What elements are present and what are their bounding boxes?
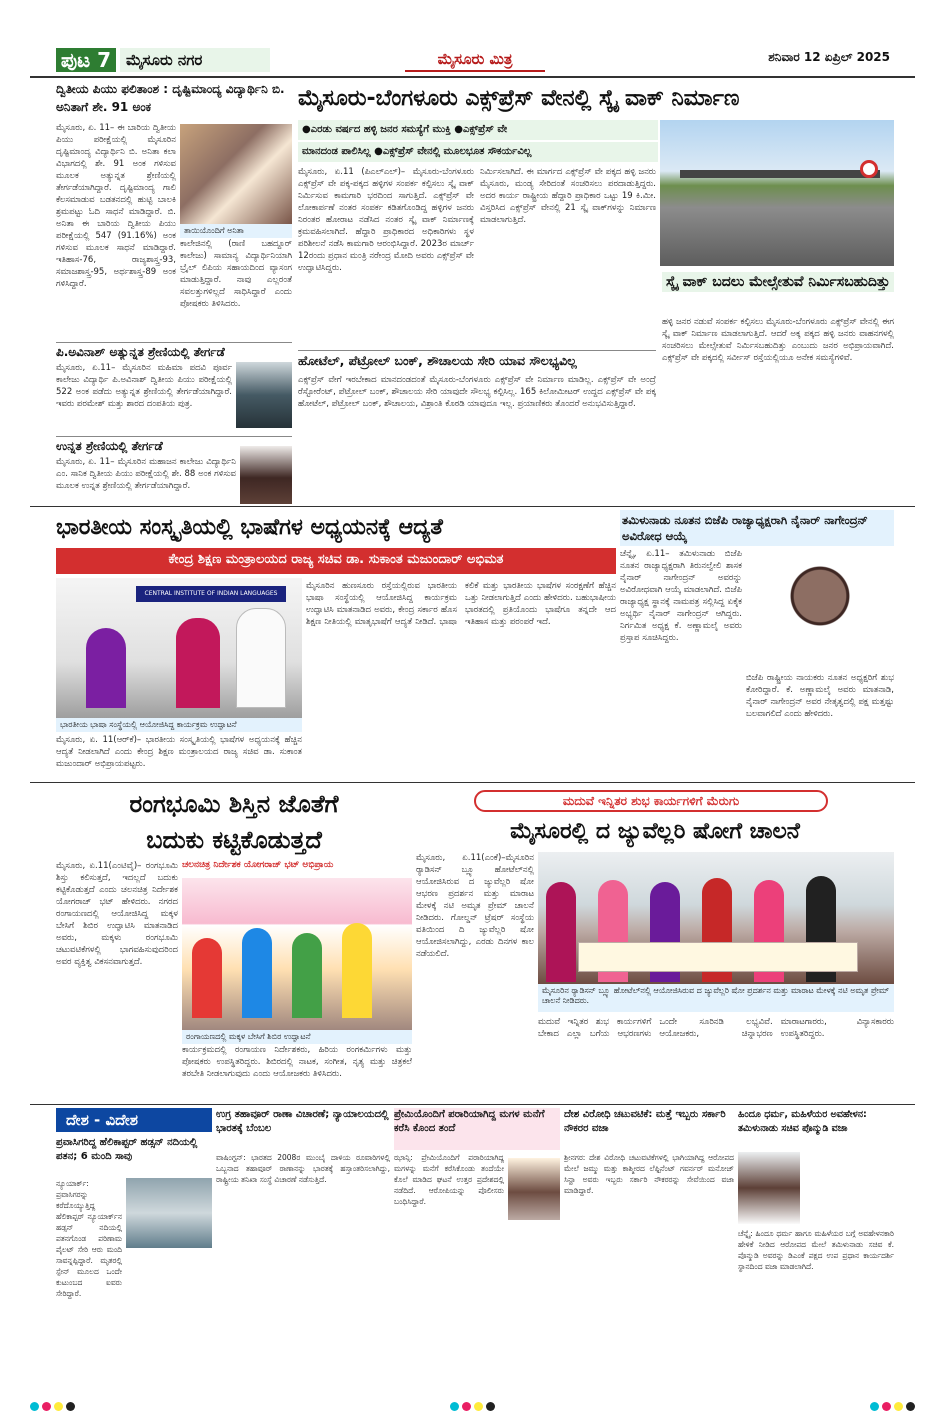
yellow-dot [474,1402,483,1411]
language-headline: ಭಾರತೀಯ ಸಂಸ್ಕೃತಿಯಲ್ಲಿ ಭಾಷೆಗಳ ಅಧ್ಯಯನಕ್ಕೆ ಆದ್ಯತೆ [56,515,443,540]
flyover-body: ಹಳ್ಳಿ ಜನರ ನಡುವೆ ಸಂಪರ್ಕ ಕಲ್ಪಿಸಲು ಮೈಸೂರು-ಬೆಂಗಳೂರು ಎಕ್ಸ್‌ಪ್ರೆಸ್ ವೇನಲ್ಲಿ ಈಗ ಸ್ಕೈ ವಾಕ್ ನಿರ್ಮಾಣ ಮಾಡಲಾಗುತ್ತಿದೆ. ಆದರೆ ಅಕ್ಕ ಪಕ್ಕದ ಹಳ್ಳಿ ಜನರು ವಾಹನಗಳಲ್ಲಿ ಸಂಚರಿಸಲು ಮೇಲ್ಸೇತುವೆ ನಿರ್ಮಿಸಬಹುದಿತ್ತು ಎಂಬುದು ಜನರ ಅಭಿಪ್ರಾಯವಾಗಿದೆ. ಎಕ್ಸ್‌ಪ್ರೆಸ್ ವೇ ಪಕ್ಕದಲ್ಲಿ ಸರ್ವೀಸ್ ರಸ್ತೆಯಲ್ಲಿಯೂ ಅನೇಕ ಸಮಸ್ಯೆಗಳಿವೆ. [662,317,894,363]
masthead-logo: ಮೈಸೂರು ಮಿತ್ರ [405,46,545,72]
language-photo-caption: ಭಾರತೀಯ ಭಾಷಾ ಸಂಸ್ಥೆಯಲ್ಲಿ ಆಯೋಜಿಸಿದ್ದ ಕಾರ್ಯಕ್ರಮ ಉದ್ಘಾಟನೆ [56,718,302,732]
institute-banner: CENTRAL INSTITUTE OF INDIAN LANGUAGES [136,586,286,602]
desha-videsha-label: ದೇಶ - ವಿದೇಶ [56,1108,212,1132]
unnata-body: ಮೈಸೂರು, ಏ. 11– ಮೈಸೂರಿನ ಮಹಾಜನ ಕಾಲೇಜು ವಿದ್ಯಾರ್ಥಿನಿ ಎಂ. ಸಾನಿಕ ದ್ವಿತೀಯ ಪಿಯು ಪರೀಕ್ಷೆಯಲ್ಲಿ ಶೇ. 88 ಅಂಕ ಗಳಿಸುವ ಮೂಲಕ ಉನ್ನತ ಶ್ರೇಣಿಯಲ್ಲಿ ತೇರ್ಗಡೆಯಾಗಿದ್ದಾರೆ. [56,457,236,491]
theatre-kicker: ಚಲನಚಿತ್ರ ನಿರ್ದೇಶಕ ಯೋಗರಾಜ್ ಭಟ್ ಅಭಿಪ್ರಾಯ [182,860,334,870]
jk-body: ಶ್ರೀನಗರ: ದೇಶ ವಿರೋಧಿ ಚಟುವಟಿಕೆಗಳಲ್ಲಿ ಭಾಗಿಯಾಗಿದ್ದ ಆರೋಪದ ಮೇಲೆ ಜಮ್ಮು ಮತ್ತು ಕಾಶ್ಮೀರದ ಲೆಫ್ಟಿನೆಂಟ್ ಗವರ್ನರ್ ಮನೋಜ್ ಸಿನ್ಹಾ ಅವರು ಇಬ್ಬರು ಸರ್ಕಾರಿ ನೌಕರರನ್ನು ಸೇವೆಯಿಂದ ವಜಾ ಮಾಡಿದ್ದಾರೆ. [564,1153,734,1195]
language-body: ಮೈಸೂರು, ಏ. 11(ಆರ್‌ಕೆ)– ಭಾರತೀಯ ಸಂಸ್ಕೃತಿಯಲ್ಲಿ ಭಾಷೆಗಳ ಅಧ್ಯಯನಕ್ಕೆ ಹೆಚ್ಚಿನ ಆದ್ಯತೆ ನೀಡಲಾಗಿದೆ ಎಂದು ಕೇಂದ್ರ ಶಿಕ್ಷಣ ಮಂತ್ರಾಲಯದ ರಾಜ್ಯ ಸಚಿವ ಡಾ. ಸುಕಾಂತ ಮಜುಂದಾರ್ ಅಭಿಪ್ರಾಯಪಟ್ಟರು. [56,735,302,769]
skywalk-headline-text: ಮೈಸೂರು-ಬೆಂಗಳೂರು ಎಕ್ಸ್‌ಪ್ರೆಸ್ ವೇನಲ್ಲಿ ಸ್ಕೈ ವಾಕ್ ನಿರ್ಮಾಣ [298,86,740,111]
jewellery-body: ಮೈಸೂರು, ಏ.11(ಎಂಕೆ)–ಮೈಸೂರಿನ ರ‍್ಯಾಡಿಸನ್ ಬ್ಲ್ಯೂ ಹೋಟೆಲ್‌ನಲ್ಲಿ ಆಯೋಜಿಸಿರುವ ದ ಜ್ಯುವೆಲ್ಲರಿ ಷೋ ಆಭರಣ ಪ್ರದರ್ಶನ ಮತ್ತು ಮಾರಾಟ ಮೇಳಕ್ಕೆ ನಟಿ ಅಮೃತ ಪ್ರೇಮ್ ಚಾಲನೆ ನೀಡಿದರು. ಗೋಲ್ಡನ್ ಟ್ರೆಷರ್ ಸಂಸ್ಥೆಯ ವತಿಯಿಂದ ದಿ ಜ್ಯುವೆಲ್ಲರಿ ಷೋ ಆಯೋಜಿಸಲಾಗಿದ್ದು, ಎರಡು ದಿನಗಳ ಕಾಲ ನಡೆಯಲಿದೆ. [416,853,534,959]
victim-photo [508,1158,560,1220]
registration-dots-center [450,1402,495,1416]
guest-1 [546,882,576,982]
helicopter-headline: ಪ್ರವಾಸಿಗರಿದ್ದ ಹೆಲಿಕಾಪ್ಟರ್ ಹಡ್ಸನ್ ನದಿಯಲ್ಲಿ ಪತನ; 6 ಮಂದಿ ಸಾವು [56,1137,198,1162]
facilities-headline: ಹೋಟೆಲ್, ಪೆಟ್ರೋಲ್ ಬಂಕ್, ಶೌಚಾಲಯ ಸೇರಿ ಯಾವ ಸೌಲಭ್ಯವಿಲ್ಲ [298,350,656,371]
theatre-photo [182,878,412,1030]
cyan-dot [870,1402,879,1411]
anitha-photo [180,124,292,224]
section-rule-3 [30,1104,915,1105]
page-number: ಪುಟ 7 [56,48,116,72]
person-1 [86,628,126,708]
pu-result-body: ಮೈಸೂರು, ಏ. 11– ಈ ಬಾರಿಯ ದ್ವಿತೀಯ ಪಿಯು ಪರೀಕ್ಷೆಯಲ್ಲಿ ಮೈಸೂರಿನ ದೃಷ್ಟಿಮಾಂದ್ಯ ವಿದ್ಯಾರ್ಥಿನಿ ಬಿ. ಅನಿತಾ ಕಲಾ ವಿಭಾಗದಲ್ಲಿ ಶೇ. 91 ಅಂಕ ಗಳಿಸುವ ಮೂಲಕ ಅತ್ಯುನ್ನತ ಶ್ರೇಣಿಯಲ್ಲಿ ತೇರ್ಗಡೆಯಾಗಿದ್ದಾರೆ. ದೃಷ್ಟಿಮಾಂದ್ಯ ಗಾಲಿ ಕೆಲಸಮಾಡುವ ಬಡತನದಲ್ಲಿ ಹುಟ್ಟಿ ಬಾಲಕಿ ಶ್ರಮಪಟ್ಟು ಓದಿ ಸಾಧನೆ ಮಾಡಿದ್ದಾರೆ. ಬಿ. ಅನಿತಾ ಈ ಬಾರಿಯ ದ್ವಿತೀಯ ಪಿಯು ಪರೀಕ್ಷೆಯಲ್ಲಿ 547 (91.16%) ಅಂಕ ಗಳಿಸುವ ಮೂಲಕ ಸಾಧನೆ ಮಾಡಿದ್ದಾರೆ. ಇತಿಹಾಸ-76, ರಾಜ್ಯಶಾಸ್ತ್ರ-93, ಸಮಾಜಶಾಸ್ತ್ರ-95, ಅರ್ಥಶಾಸ್ತ್ರ-89 ಅಂಕ ಗಳಿಸಿದ್ದಾರೆ. [56,123,176,289]
skywalk-kicker-2: ಮಾನದಂಡ ಪಾಲಿಸಿಲ್ಲ ●ಎಕ್ಸ್‌ಪ್ರೆಸ್ ವೇನಲ್ಲಿ ಮೂಲಭೂತ ಸೌಕರ್ಯವಿಲ್ಲ [298,142,658,162]
skywalk-kicker-1: ●ಎರಡು ವರ್ಷದ ಹಳ್ಳಿ ಜನರ ಸಮಸ್ಯೆಗೆ ಮುಕ್ತಿ ●ಎಕ್ಸ್‌ಪ್ರೆಸ್ ವೇ [298,120,658,140]
magenta-dot [462,1402,471,1411]
expressway-photo [660,120,894,266]
yellow-dot [894,1402,903,1411]
registration-dots-right [870,1402,915,1416]
rana-headline: ಉಗ್ರ ತಹಾವೂರ್ ರಾಣಾ ವಿಚಾರಣೆ; ನ್ಯಾಯಾಲಯದಲ್ಲಿ ಭಾರತಕ್ಕೆ ಬೆಂಬಲ [216,1109,389,1134]
skywalk-headline [298,80,894,118]
rana-body: ವಾಷಿಂಗ್ಟನ್: ಭಾರತದ 2008ರ ಮುಂಬೈ ದಾಳಿಯ ರೂವಾರಿಗಳಲ್ಲಿ ಒಬ್ಬನಾದ ತಹಾವೂರ್ ರಾಣಾನನ್ನು ಭಾರತಕ್ಕೆ ಹಸ್ತಾಂತರಿಸಲಾಗಿದ್ದು, ರಾಷ್ಟ್ರೀಯ ತನಿಖಾ ಸಂಸ್ಥೆ ವಿಚಾರಣೆ ನಡೆಸುತ್ತಿದೆ. [216,1153,390,1184]
yellow-dot [54,1402,63,1411]
section-rule-1 [30,506,915,507]
child-4 [342,923,372,1018]
ponmudi-photo [738,1152,800,1224]
skywalk-body-b: ನಿರ್ಮಿಸಲಾಗಿದೆ. ಈ ಮಾರ್ಗದ ಎಕ್ಸ್‌ಪ್ರೆಸ್ ವೇ ಪಕ್ಕದ ಹಳ್ಳಿ ಜನರು ಮೈಸೂರು, ಮಂಡ್ಯ ಸೇರಿದಂತೆ ಸಂಚರಿಸಲು ಪರದಾಡುತ್ತಿದ್ದರು. ಅದರ ಕಾರ್ಯ ರಾಷ್ಟ್ರೀಯ ಹೆದ್ದಾರಿ ಪ್ರಾಧಿಕಾರ ಒಟ್ಟು 19 ಕಿ.ಮೀ. ವಿಸ್ತರಿಸಿದ ಎಕ್ಸ್‌ಪ್ರೆಸ್ ವೇನಲ್ಲಿ 21 ಸ್ಕೈ ವಾಕ್‌ಗಳನ್ನು ನಿರ್ಮಾಣ ಮಾಡಲಾಗುತ್ತಿದೆ. [480,167,656,225]
dateline: ಶನಿವಾರ 12 ಏಪ್ರಿಲ್ 2025 [768,50,890,64]
child-3 [292,933,322,1018]
header-rule [30,76,915,78]
unnata-headline: ಉನ್ನತ ಶ್ರೇಣಿಯಲ್ಲಿ ತೇರ್ಗಡೆ [56,436,292,454]
nainar-photo [746,548,894,668]
theatre-body-2: ಕಾರ್ಯಕ್ರಮದಲ್ಲಿ ರಂಗಾಯಣ ನಿರ್ದೇಶಕರು, ಹಿರಿಯ ರಂಗಕರ್ಮಿಗಳು ಮತ್ತು ಪೋಷಕರು ಉಪಸ್ಥಿತರಿದ್ದರು. ಶಿಬಿರದಲ್ಲಿ ನಾಟಕ, ಸಂಗೀತ, ನೃತ್ಯ ಮತ್ತು ಚಿತ್ರಕಲೆ ತರಬೇತಿ ನೀಡಲಾಗುವುದು ಎಂದು ಆಯೋಜಕರು ತಿಳಿಸಿದರು. [182,1045,412,1079]
speed-sign [860,160,878,178]
theatre-headline-line1: ರಂಗಭೂಮಿ ಶಿಸ್ತಿನ ಜೊತೆಗೆ [129,790,339,818]
helicopter-photo [126,1178,212,1248]
facilities-body: ಎಕ್ಸ್‌ಪ್ರೆಸ್ ವೇಗೆ ಇರಬೇಕಾದ ಮಾನದಂಡದಂತೆ ಮೈಸೂರು-ಬೆಂಗಳೂರು ಎಕ್ಸ್‌ಪ್ರೆಸ್ ವೇ ನಿರ್ಮಾಣ ಮಾಡಿಲ್ಲ. ಎಕ್ಸ್‌ಪ್ರೆಸ್ ವೇ ಅಂದ್ರೆ ರೆಸ್ಟೋರೆಂಟ್, ಪೆಟ್ರೋಲ್ ಬಂಕ್, ಶೌಚಾಲಯ ಸೇರಿ ಯಾವುದೇ ಸೌಲಭ್ಯ ಕಲ್ಪಿಸಿಲ್ಲ. 165 ಕಿಲೋಮೀಟರ್ ಉದ್ದದ ಎಕ್ಸ್‌ಪ್ರೆಸ್ ವೇ ಪಕ್ಕ ಹೋಟೆಲ್, ಪೆಟ್ರೋಲ್ ಬಂಕ್, ಶೌಚಾಲಯ, ವಿಶ್ರಾಂತಿ ಕೊಠಡಿ ಯಾವುದೂ ಇಲ್ಲ. ಪ್ರಯಾಣಿಕರು ತೊಂದರೆ ಅನುಭವಿಸುತ್ತಿದ್ದಾರೆ. [298,375,656,409]
magenta-dot [42,1402,51,1411]
jk-headline: ದೇಶ ವಿರೋಧಿ ಚಟುವಟಿಕೆ: ಮತ್ತೆ ಇಬ್ಬರು ಸರ್ಕಾರಿ ನೌಕರರ ವಜಾ [564,1109,726,1134]
avinash-photo [236,362,292,428]
cyan-dot [450,1402,459,1411]
jewellery-photo-caption: ಮೈಸೂರಿನ ರ‍್ಯಾಡಿಸನ್ ಬ್ಲ್ಯೂ ಹೋಟೆಲ್‌ನಲ್ಲಿ ಆಯೋಜಿಸಿರುವ ದ ಜ್ಯುವೆಲ್ಲರಿ ಷೋ ಪ್ರದರ್ಶನ ಮತ್ತು ಮಾರಾಟ ಮೇಳಕ್ಕೆ ನಟಿ ಅಮೃತ ಪ್ರೇಮ್ ಚಾಲನೆ ನೀಡಿದರು. [538,984,894,1012]
black-dot [66,1402,75,1411]
skywalk-structure [680,170,880,178]
tn-body-2: ಬಿಜೆಪಿ ರಾಷ್ಟ್ರೀಯ ನಾಯಕರು ನೂತನ ಅಧ್ಯಕ್ಷರಿಗೆ ಶುಭ ಕೋರಿದ್ದಾರೆ. ಕೆ. ಅಣ್ಣಾಮಲೈ ಅವರು ಮಾತನಾಡಿ, ನೈನಾರ್ ನಾಗೇಂದ್ರನ್ ಅವರ ನೇತೃತ್ವದಲ್ಲಿ ಪಕ್ಷ ಮತ್ತಷ್ಟು ಬಲವಾಗಲಿದೆ ಎಂದು ಹೇಳಿದರು. [746,673,894,719]
jewellery-kicker: ಮದುವೆ ಇನ್ನಿತರ ಶುಭ ಕಾರ್ಯಗಳಿಗೆ ಮೆರುಗು [474,790,828,812]
jewellery-event-photo [538,852,894,984]
cyan-dot [30,1402,39,1411]
helicopter-body-left: ನ್ಯೂಯಾರ್ಕ್: ಪ್ರವಾಸಿಗರನ್ನು ಕರೆದೊಯ್ಯುತ್ತಿದ್ದ ಹೆಲಿಕಾಪ್ಟರ್ ನ್ಯೂಯಾರ್ಕ್‌ನ ಹಡ್ಸನ್ ನದಿಯಲ್ಲಿ ಪತನಗೊಂಡ ಪರಿಣಾಮ ಪೈಲಟ್ ಸೇರಿ ಆರು ಮಂದಿ ಸಾವನ್ನಪ್ಪಿದ್ದಾರೆ. ಮೃತರಲ್ಲಿ ಸ್ಪೇನ್ ಮೂಲದ ಒಂದೇ ಕುಟುಂಬದ ಐವರು ಸೇರಿದ್ದಾರೆ. [56,1179,122,1298]
pu-result-headline: ದ್ವಿತೀಯ ಪಿಯು ಫಲಿತಾಂಶ : ದೃಷ್ಟಿಮಾಂದ್ಯ ವಿದ್ಯಾರ್ಥಿನಿ ಬಿ. ಅನಿತಾಗೆ ಶೇ. 91 ಅಂಕ [56,82,285,114]
jhansi-body: ಝಾನ್ಸಿ: ಪ್ರೇಮಿಯೊಂದಿಗೆ ಪರಾರಿಯಾಗಿದ್ದ ಮಗಳನ್ನು ಮನೆಗೆ ಕರೆಸಿಕೊಂಡು ತಂದೆಯೇ ಕೊಲೆ ಮಾಡಿದ ಘಟನೆ ಉತ್ತರ ಪ್ರದೇಶದಲ್ಲಿ ನಡೆದಿದೆ. ಆರೋಪಿಯನ್ನು ಪೊಲೀಸರು ಬಂಧಿಸಿದ್ದಾರೆ. [394,1153,504,1206]
language-redbar: ಕೇಂದ್ರ ಶಿಕ್ಷಣ ಮಂತ್ರಾಲಯದ ರಾಜ್ಯ ಸಚಿವ ಡಾ. ಸುಕಾಂತ ಮಜುಂದಾರ್ ಅಭಿಮತ [56,548,616,574]
section-rule-2 [30,782,915,783]
registration-dots-left [30,1402,75,1416]
magenta-dot [882,1402,891,1411]
sanika-photo [240,446,292,504]
jewellery-headline: ಮೈಸೂರಲ್ಲಿ ದ ಜ್ಯುವೆಲ್ಲರಿ ಷೋಗೆ ಚಾಲನೆ [510,819,800,844]
anitha-photo-caption: ತಾಯಿಯೊಂದಿಗೆ ಅನಿತಾ [180,224,292,238]
theatre-body: ಮೈಸೂರು, ಏ.11(ಎಂಟಿವೈ)– ರಂಗಭೂಮಿ ಶಿಸ್ತು ಕಲಿಸುತ್ತದೆ, ಇದಲ್ಲದೆ ಬದುಕು ಕಟ್ಟಿಕೊಡುತ್ತದೆ ಎಂದು ಚಲನಚಿತ್ರ ನಿರ್ದೇಶಕ ಯೋಗರಾಜ್ ಭಟ್ ಹೇಳಿದರು. ನಗರದ ರಂಗಾಯಣದಲ್ಲಿ ಆಯೋಜಿಸಿದ್ದ ಮಕ್ಕಳ ಬೇಸಿಗೆ ಶಿಬಿರ ಉದ್ಘಾಟಿಸಿ ಮಾತನಾಡಿದ ಅವರು, ಮಕ್ಕಳು ರಂಗಭೂಮಿ ಚಟುವಟಿಕೆಗಳಲ್ಲಿ ಭಾಗವಹಿಸುವುದರಿಂದ ಅವರ ವ್ಯಕ್ತಿತ್ವ ವಿಕಸನವಾಗುತ್ತದೆ. [56,861,178,967]
language-body-2: ಮೈಸೂರಿನ ಹುಣಸೂರು ರಸ್ತೆಯಲ್ಲಿರುವ ಭಾರತೀಯ ಭಾಷಾ ಸಂಸ್ಥೆಯಲ್ಲಿ ಆಯೋಜಿಸಿದ್ದ ಕಾರ್ಯಕ್ರಮ ಉದ್ಘಾಟಿಸಿ ಮಾತನಾಡಿದ ಅವರು, ಕೇಂದ್ರ ಸರ್ಕಾರ ಹೊಸ ಶಿಕ್ಷಣ ನೀತಿಯಲ್ಲಿ ಮಾತೃಭಾಷೆಗೆ ಆದ್ಯತೆ ನೀಡಿದೆ. ಭಾಷಾ ಕಲಿಕೆ ಮತ್ತು ಭಾರತೀಯ ಭಾಷೆಗಳ ಸಂರಕ್ಷಣೆಗೆ ಹೆಚ್ಚಿನ ಒತ್ತು ನೀಡಲಾಗುತ್ತಿದೆ ಎಂದು ಹೇಳಿದರು. ಬಹುಭಾಷೀಯ ಭಾರತದಲ್ಲಿ ಪ್ರತಿಯೊಂದು ಭಾಷೆಗೂ ತನ್ನದೇ ಆದ ಇತಿಹಾಸ ಮತ್ತು ಪರಂಪರೆ ಇದೆ. [306,581,616,627]
child-2 [242,928,272,1018]
ponmudi-body: ಚೆನ್ನೈ: ಹಿಂದೂ ಧರ್ಮ ಹಾಗೂ ಮಹಿಳೆಯರ ಬಗ್ಗೆ ಅವಹೇಳನಕಾರಿ ಹೇಳಿಕೆ ನೀಡಿದ ಆರೋಪದ ಮೇಲೆ ತಮಿಳುನಾಡು ಸಚಿವ ಕೆ. ಪೊನ್ಮುಡಿ ಅವರನ್ನು ಡಿಎಂಕೆ ಪಕ್ಷದ ಉಪ ಪ್ರಧಾನ ಕಾರ್ಯದರ್ಶಿ ಸ್ಥಾನದಿಂದ ವಜಾ ಮಾಡಲಾಗಿದೆ. [738,1229,894,1271]
language-event-photo [56,578,302,718]
print-registration-marks [30,1402,915,1416]
avinash-body: ಮೈಸೂರು, ಏ.11– ಮೈಸೂರಿನ ಮಹಿಮಾ ಪದವಿ ಪೂರ್ವ ಕಾಲೇಜು ವಿದ್ಯಾರ್ಥಿ ಪಿ.ಅವಿನಾಶ್ ದ್ವಿತೀಯ ಪಿಯು ಪರೀಕ್ಷೆಯಲ್ಲಿ 522 ಅಂಕ ಪಡೆದು ಅತ್ಯುನ್ನತ ಶ್ರೇಣಿಯಲ್ಲಿ ತೇರ್ಗಡೆಯಾಗಿದ್ದಾರೆ. ಇವರು ಪರಮೇಶ್ ಮತ್ತು ಶಾರದ ದಂಪತಿಯ ಪುತ್ರ. [56,363,232,409]
display-counter [578,942,858,972]
theatre-headline-line2: ಬದುಕು ಕಟ್ಟಿಕೊಡುತ್ತದೆ [146,826,322,854]
ponmudi-headline: ಹಿಂದೂ ಧರ್ಮ, ಮಹಿಳೆಯರ ಅವಹೇಳನ: ತಮಿಳುನಾಡು ಸಚಿವ ಪೊನ್ಮುಡಿ ವಜಾ [738,1109,867,1134]
black-dot [486,1402,495,1411]
section-city-label: ಮೈಸೂರು ನಗರ [120,48,270,72]
pu-result-body-2: ಕಾಲೇಜಿನಲ್ಲಿ (ರಾಣಿ ಬಹದ್ದೂರ್ ಕಾಲೇಜು) ಸಾಮಾನ್ಯ ವಿದ್ಯಾರ್ಥಿನಿಯಾಗಿ ಬ್ರೈಲ್ ಲಿಪಿಯ ಸಹಾಯದಿಂದ ವ್ಯಾಸಂಗ ಮಾಡುತ್ತಿದ್ದಾರೆ. ನಾವು ಎಲ್ಲರಂತೆ ಸವಲತ್ತುಗಳಿಲ್ಲದೆ ಸಾಧಿಸಿದ್ದಾರೆ ಎಂದು ಪೋಷಕರು ತಿಳಿಸಿದರು. [180,239,292,309]
jewellery-body-2: ಮದುವೆ ಇನ್ನಿತರ ಶುಭ ಕಾರ್ಯಗಳಿಗೆ ಬೇಕಾದ ಎಲ್ಲಾ ಬಗೆಯ ಆಭರಣಗಳು ಒಂದೇ ಸೂರಿನಡಿ ಲಭ್ಯವಿವೆ. ಆಯೋಜಕರು, ಚಿನ್ನಾಭರಣ ಮಾರಾಟಗಾರರು, ವಿನ್ಯಾಸಕಾರರು ಉಪಸ್ಥಿತರಿದ್ದರು. [538,1017,894,1039]
flyover-subheadline: ಸ್ಕೈ ವಾಕ್ ಬದಲು ಮೇಲ್ಸೇತುವೆ ನಿರ್ಮಿಸಬಹುದಿತ್ತು [662,272,894,292]
tn-headline: ತಮಿಳುನಾಡು ನೂತನ ಬಿಜೆಪಿ ರಾಜ್ಯಾಧ್ಯಕ್ಷರಾಗಿ ನೈನಾರ್ ನಾಗೇಂದ್ರನ್ ಅವಿರೋಧ ಆಯ್ಕೆ [620,510,894,546]
theatre-photo-caption: ರಂಗಾಯಣದಲ್ಲಿ ಮಕ್ಕಳ ಬೇಸಿಗೆ ಶಿಬಿರ ಉದ್ಘಾಟನೆ [182,1030,412,1044]
black-dot [906,1402,915,1411]
person-3 [236,608,286,708]
person-2 [176,618,220,708]
tn-body: ಚೆನ್ನೈ, ಏ.11– ತಮಿಳುನಾಡು ಬಿಜೆಪಿ ನೂತನ ರಾಜ್ಯಾಧ್ಯಕ್ಷರಾಗಿ ತಿರುನಲ್ವೇಲಿ ಶಾಸಕ ನೈನಾರ್ ನಾಗೇಂದ್ರನ್ ಅವರನ್ನು ಅವಿರೋಧವಾಗಿ ಆಯ್ಕೆ ಮಾಡಲಾಗಿದೆ. ಬಿಜೆಪಿ ರಾಜ್ಯಾಧ್ಯಕ್ಷ ಸ್ಥಾನಕ್ಕೆ ನಾಮಪತ್ರ ಸಲ್ಲಿಸಿದ್ದ ಏಕೈಕ ಅಭ್ಯರ್ಥಿ ನೈನಾರ್ ನಾಗೇಂದ್ರನ್ ಆಗಿದ್ದರು. ನಿರ್ಗಮಿತ ಅಧ್ಯಕ್ಷ ಕೆ. ಅಣ್ಣಾಮಲೈ ಅವರು ಪ್ರಸ್ತಾಪ ಸೂಚಿಸಿದ್ದರು. [620,549,742,643]
avinash-headline: ಪಿ.ಅವಿನಾಶ್ ಅತ್ಯುನ್ನತ ಶ್ರೇಣಿಯಲ್ಲಿ ತೇರ್ಗಡೆ [56,342,292,360]
child-1 [192,938,222,1018]
skywalk-body: ಮೈಸೂರು, ಏ.11 (ಪಿಎಲ್‌ಎಲ್)– ಮೈಸೂರು-ಬೆಂಗಳೂರು ಎಕ್ಸ್‌ಪ್ರೆಸ್ ವೇ ಪಕ್ಕ-ಪಕ್ಕದ ಹಳ್ಳಿಗಳ ಸಂಪರ್ಕ ಕಲ್ಪಿಸಲು ಸ್ಕೈ ವಾಕ್ ನಿರ್ಮಿಸುವ ಕಾಮಗಾರಿ ಭರದಿಂದ ಸಾಗುತ್ತಿದೆ. ಎಕ್ಸ್‌ಪ್ರೆಸ್ ವೇ ಲೋಕಾರ್ಪಣೆ ನಂತರ ಸಂಪರ್ಕ ಕಡಿತಗೊಂಡಿದ್ದ ಹಳ್ಳಿಗಳ ಜನರು ನಿರಂತರ ಹೋರಾಟ ನಡೆಸಿದ ನಂತರ ಸ್ಕೈ ವಾಕ್ ನಿರ್ಮಾಣಕ್ಕೆ ಕ್ರಮವಹಿಸಲಾಗಿದೆ. ಹೆದ್ದಾರಿ ಪ್ರಾಧಿಕಾರದ ಅಧಿಕಾರಿಗಳು ಸ್ಥಳ ಪರಿಶೀಲನೆ ನಡೆಸಿ ಕಾಮಗಾರಿ ಆರಂಭಿಸಿದ್ದಾರೆ. 2023ರ ಮಾರ್ಚ್ 12ರಂದು ಪ್ರಧಾನ ಮಂತ್ರಿ ನರೇಂದ್ರ ಮೋದಿ ಅವರು ಎಕ್ಸ್‌ಪ್ರೆಸ್ ವೇ ಉದ್ಘಾಟಿಸಿದ್ದರು. [298,167,474,273]
jhansi-headline: ಪ್ರೇಮಿಯೊಂದಿಗೆ ಪರಾರಿಯಾಗಿದ್ದ ಮಗಳ ಮನೆಗೆ ಕರೆಸಿ ಕೊಂದ ತಂದೆ [394,1108,560,1150]
